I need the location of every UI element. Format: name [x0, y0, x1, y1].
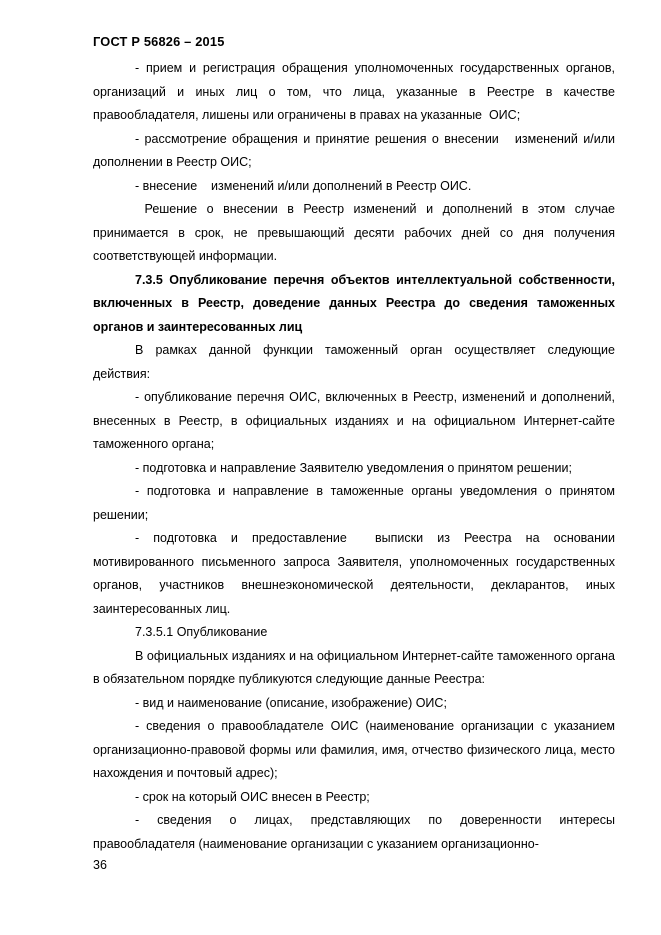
paragraph-function-intro: В рамках данной функции таможенный орган осуществляет следующие действия: [93, 343, 615, 381]
paragraph-bullet-notify-applicant: - подготовка и направление Заявителю уведомления о принятом решении; [135, 460, 572, 475]
section-heading-7-3-5: 7.3.5 Опубликование перечня объектов интеллектуальной собственности, включенных в Реестр, доведение данных Реестра до сведения таможенных органов и заинтересованных лиц [93, 272, 615, 334]
paragraph-decision-term: Решение о внесении в Реестр изменений и дополнений в этом случае принимается в срок, не превышающий десяти рабочих дней со дня получения соответствующей информации. [93, 202, 615, 263]
paragraph-bullet-reception: - прием и регистрация обращения уполномоченных государственных органов, организаций и иных лиц о том, что лица, указанные в Реестре в качестве правообладателя, лишены или ограничены в правах на указанные ОИС; [93, 61, 615, 122]
paragraph-bullet-type-name: - вид и наименование (описание, изображение) ОИС; [135, 695, 447, 710]
paragraph-bullet-registry-term: - срок на который ОИС внесен в Реестр; [135, 789, 370, 804]
paragraph-bullet-review: - рассмотрение обращения и принятие решения о внесении изменений и/или дополнении в Реестр ОИС; [93, 131, 615, 169]
paragraph-bullet-publication: - опубликование перечня ОИС, включенных в Реестр, изменений и дополнений, внесенных в Реестр, в официальных изданиях и на официальном Интернет-сайте таможенного органа; [93, 390, 615, 451]
document-standard-number: ГОСТ Р 56826 – 2015 [93, 34, 225, 49]
paragraph-bullet-extract: - подготовка и предоставление выписки из Реестра на основании мотивированного письменного запроса Заявителя, уполномоченных государственных органов, участников внешнеэкономической деятельности, декларантов, иных заинтересованных лиц. [93, 531, 615, 616]
paragraph-bullet-amendments: - внесение изменений и/или дополнений в Реестр ОИС. [135, 178, 472, 193]
paragraph-bullet-rightholder-info: - сведения о правообладателе ОИС (наименование организации с указанием организационно-правовой формы или фамилия, имя, отчество физического лица, место нахождения и почтовый адрес); [93, 719, 615, 780]
paragraph-bullet-notify-customs: - подготовка и направление в таможенные органы уведомления о принятом решении; [93, 484, 615, 522]
page-number: 36 [93, 858, 107, 872]
paragraph-bullet-representatives: - сведения о лицах, представляющих по доверенности интересы правообладателя (наименование организации с указанием организационно- [93, 813, 615, 851]
paragraph-official-publication: В официальных изданиях и на официальном Интернет-сайте таможенного органа в обязательном порядке публикуются следующие данные Реестра: [93, 648, 615, 686]
subsection-heading-7-3-5-1: 7.3.5.1 Опубликование [135, 625, 268, 639]
document-body [93, 57, 615, 856]
